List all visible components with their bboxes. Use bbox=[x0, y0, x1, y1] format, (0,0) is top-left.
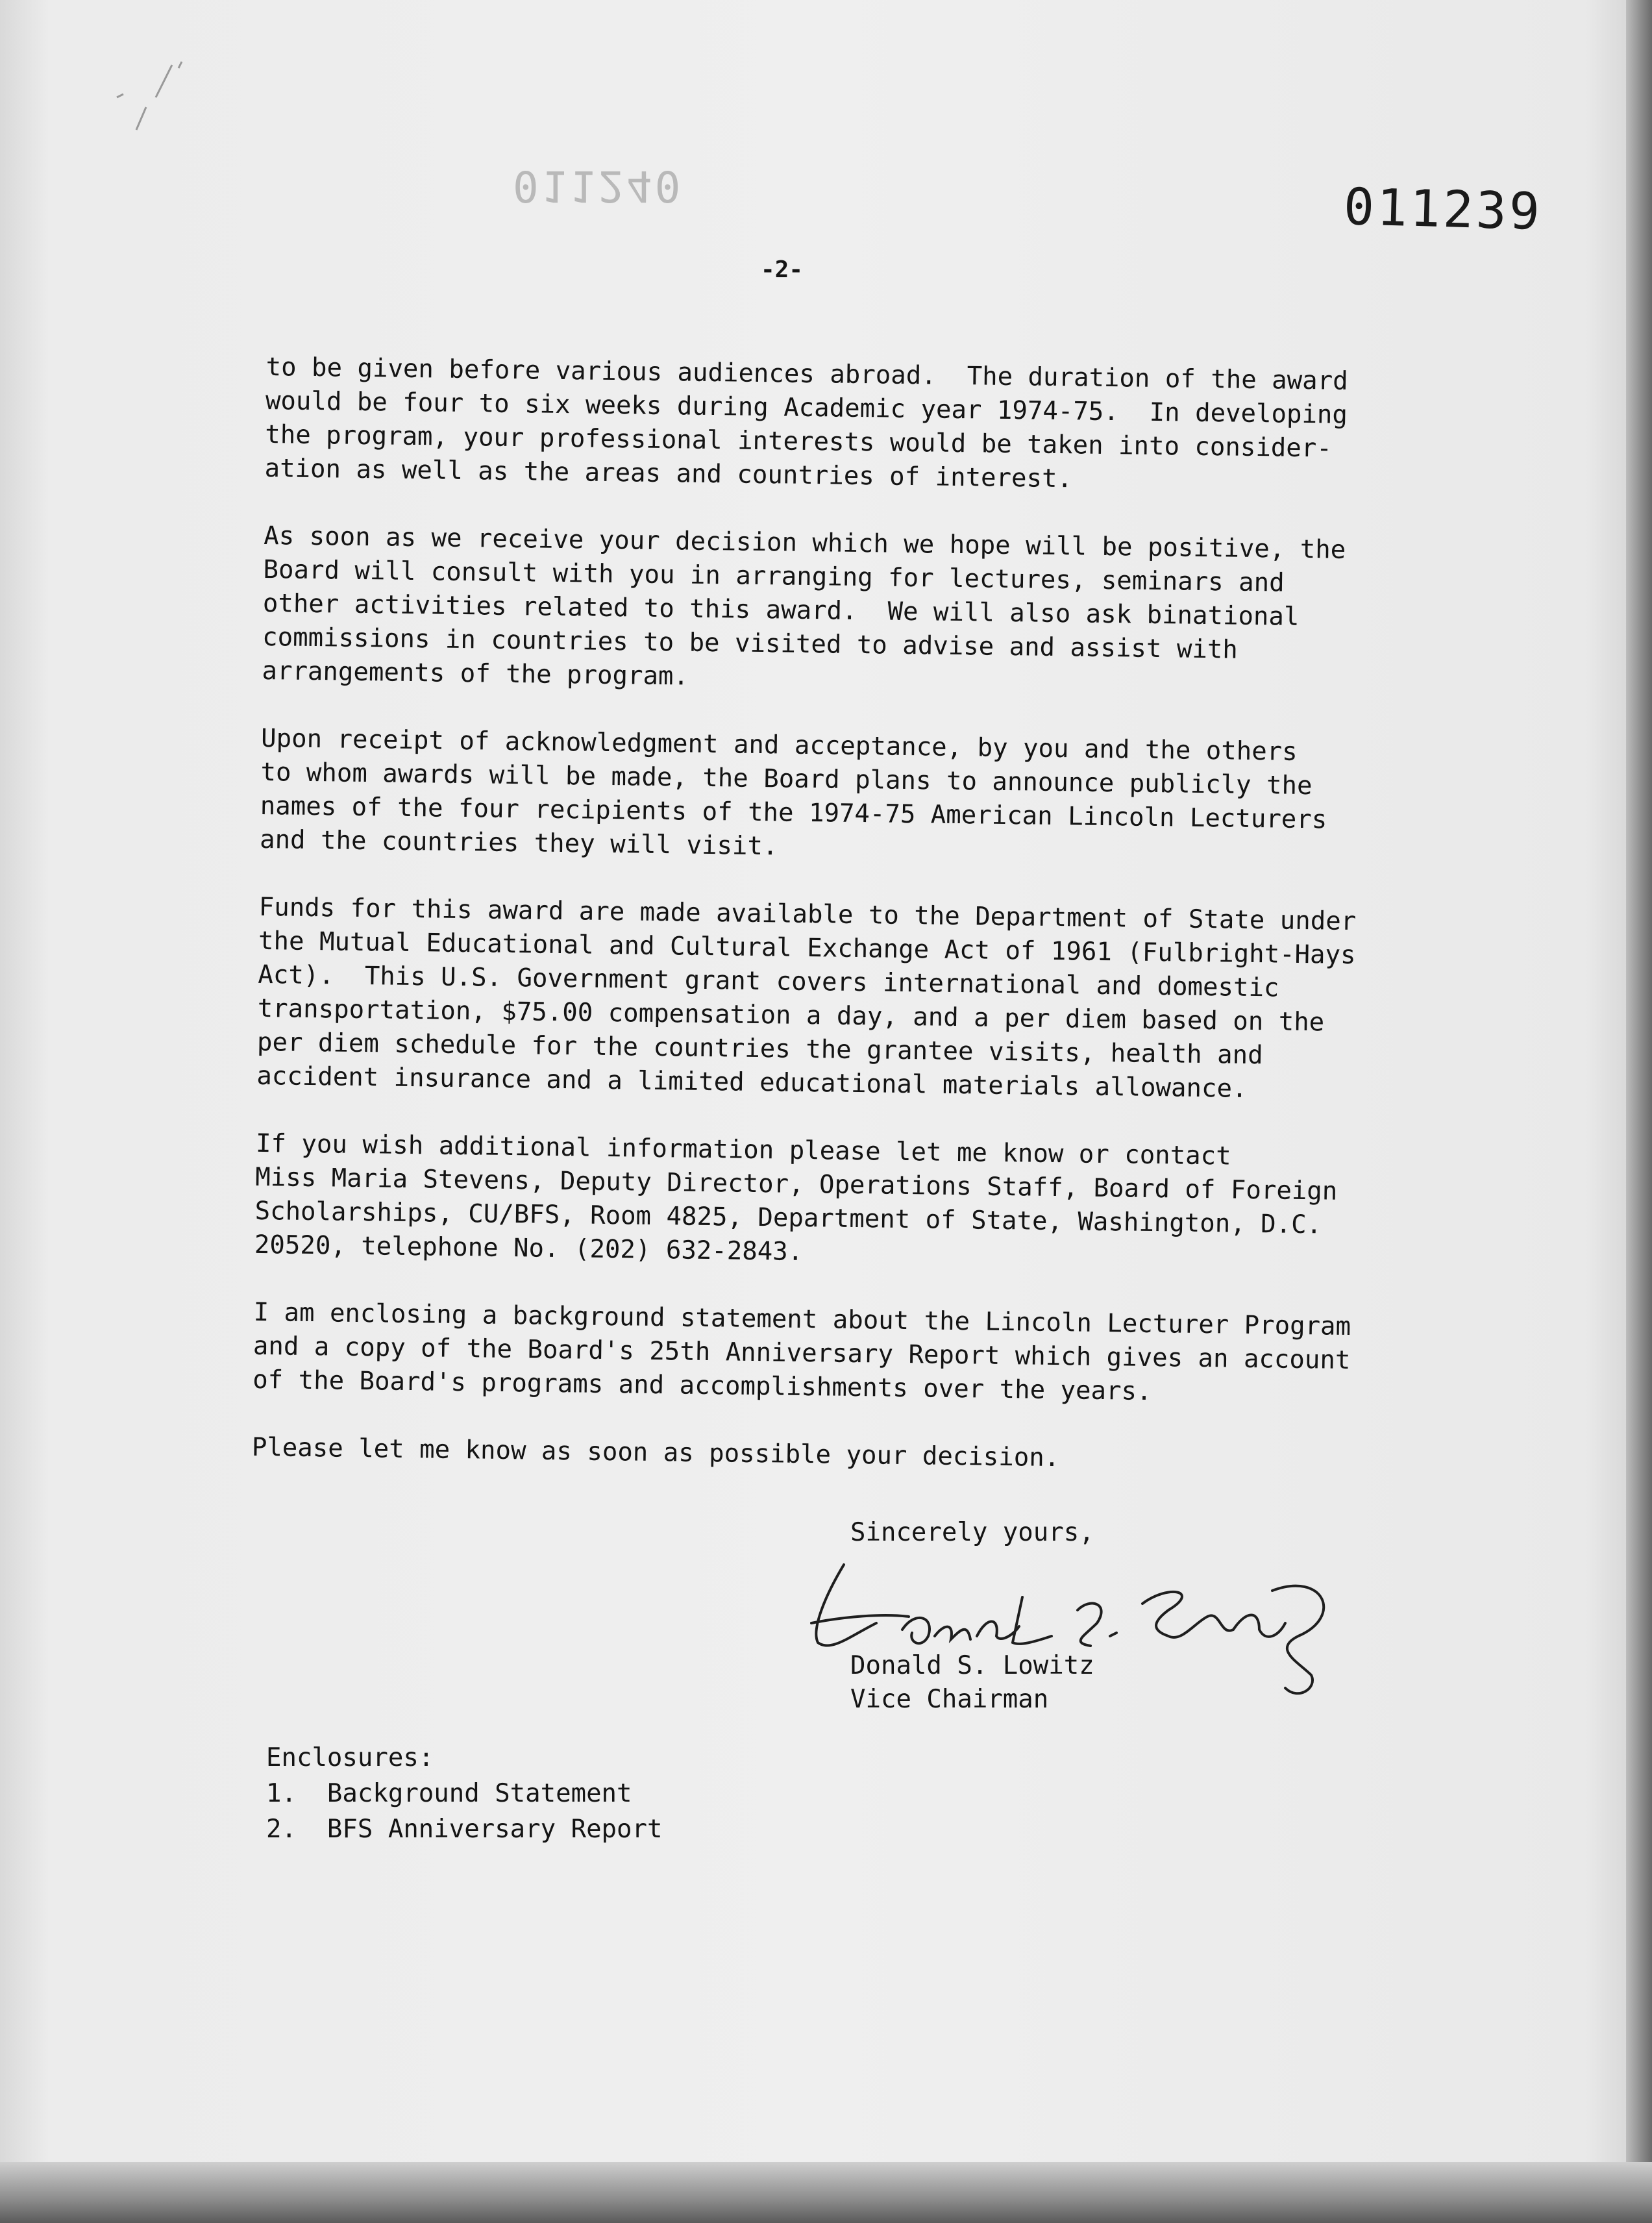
page-edge-shadow bbox=[1626, 0, 1652, 2223]
page-bottom-shadow bbox=[0, 2162, 1652, 2223]
paragraph-6: I am enclosing a background statement about the Lincoln Lecturer Program and a copy of the Board's 25th Anniversary Report which gives an account of the Board's programs and accomplishments over the years. bbox=[252, 1297, 1351, 1406]
letter-body bbox=[251, 351, 1473, 1514]
enclosure-item: 1. Background Statement bbox=[266, 1779, 632, 1808]
enclosure-item: 2. BFS Anniversary Report bbox=[266, 1815, 663, 1844]
pencil-mark bbox=[84, 58, 188, 149]
enclosures-block bbox=[266, 1740, 662, 1847]
bleed-through-stamp: 011240 bbox=[513, 161, 684, 211]
paragraph-7: Please let me know as soon as possible your decision. bbox=[251, 1432, 1060, 1473]
paragraph-1: to be given before various audiences abroad. The duration of the award would be four to six weeks during Academic year 1974-75. In developing the program, your professional interests would be taken into consider- ation as well as the areas and countries of interest. bbox=[264, 352, 1348, 494]
signer-title: Vice Chairman bbox=[850, 1685, 1049, 1714]
paragraph-5: If you wish additional information please let me know or contact Miss Maria Stevens, Deputy Director, Operations Staff, Board of Foreign Scholarships, CU/BFS, Room 4825, Department of State, Washington, D.C. 20520, telephone No. (202) 632-2843. bbox=[254, 1128, 1338, 1267]
paragraph-4: Funds for this award are made available to the Department of State under the Mutual Educational and Cultural Exchange Act of 1961 (Fulbright-Hays Act). This U.S. Government grant covers international and domestic transportation, $75.00 compensation a day, and a per diem based on the per diem schedule for the countries the grantee visits, health and accident insurance and a limited educational materials allowance. bbox=[256, 892, 1357, 1104]
paragraph-2: As soon as we receive your decision which we hope will be positive, the Board will consult with you in arranging for lectures, seminars and other activities related to this award. We will also ask binational commissions in countries to be visited to advise and assist with arrangements of the program. bbox=[262, 521, 1346, 691]
paragraph-3: Upon receipt of acknowledgment and acceptance, by you and the others to whom awards will be made, the Board plans to announce publicly the names of the four recipients of the 1974-75 American Lincoln Lecturers and the countries they will visit. bbox=[259, 723, 1327, 862]
signer-name: Donald S. Lowitz bbox=[850, 1651, 1094, 1680]
page-number: -2- bbox=[761, 256, 804, 283]
signer-block bbox=[850, 1649, 1094, 1717]
enclosures-heading: Enclosures: bbox=[266, 1743, 434, 1772]
closing-salutation: Sincerely yours, bbox=[850, 1518, 1094, 1547]
document-number-stamp: 011239 bbox=[1342, 178, 1543, 242]
